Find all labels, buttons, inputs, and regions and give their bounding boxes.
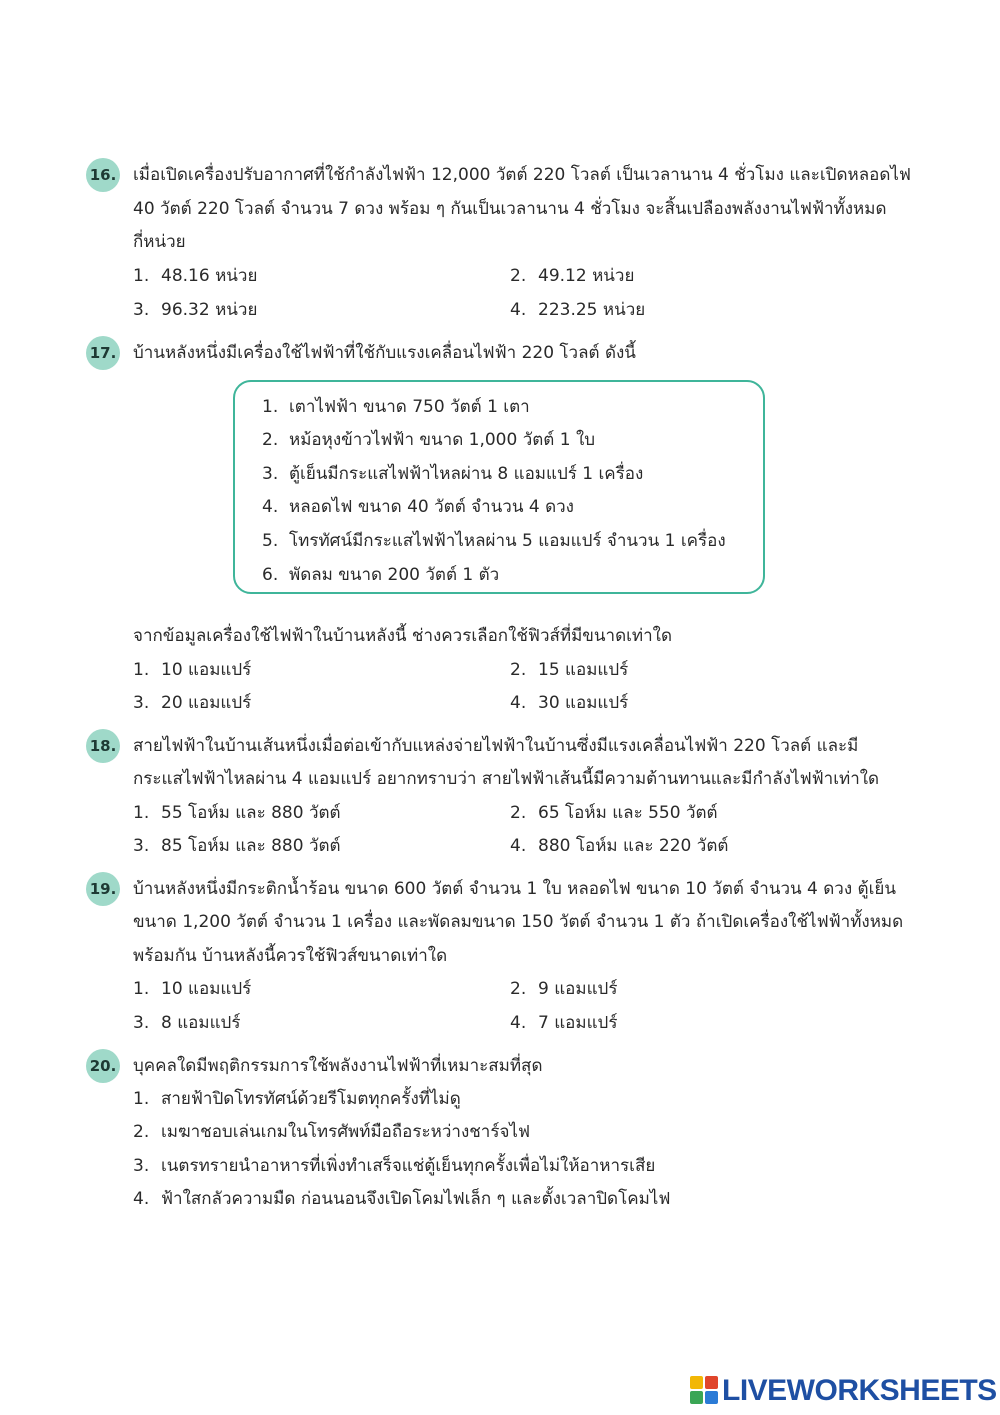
answer-option[interactable]: 1. สายฟ้าปิดโทรทัศน์ด้วยรีโมตทุกครั้งที่ไม่ดู bbox=[133, 1089, 461, 1109]
question-text-line: ขนาด 1,200 วัตต์ จำนวน 1 เครื่อง และพัดลมขนาด 150 วัตต์ จำนวน 1 ตัว ถ้าเปิดเครื่องใช้ไฟฟ้าทั้งหมด bbox=[133, 912, 904, 932]
answer-option[interactable]: 2. 65 โอห์ม และ 550 วัตต์ bbox=[510, 803, 718, 823]
liveworksheets-brand[interactable] bbox=[690, 1376, 997, 1406]
question-number-badge: 16. bbox=[86, 158, 120, 192]
appliance-item: 2. หม้อหุงข้าวไฟฟ้า ขนาด 1,000 วัตต์ 1 ใบ bbox=[262, 430, 596, 450]
question-text-line: บุคคลใดมีพฤติกรรมการใช้พลังงานไฟฟ้าที่เหมาะสมที่สุด bbox=[133, 1056, 543, 1076]
answer-option[interactable]: 4. 880 โอห์ม และ 220 วัตต์ bbox=[510, 836, 729, 856]
answer-option[interactable]: 3. 85 โอห์ม และ 880 วัตต์ bbox=[133, 836, 341, 856]
brand-name: LIVEWORKSHEETS bbox=[722, 1374, 997, 1407]
answer-option[interactable]: 1. 10 แอมแปร์ bbox=[133, 660, 252, 680]
answer-option[interactable]: 2. 15 แอมแปร์ bbox=[510, 660, 629, 680]
question-number-badge: 18. bbox=[86, 729, 120, 763]
appliance-item: 5. โทรทัศน์มีกระแสไฟฟ้าไหลผ่าน 5 แอมแปร์ จำนวน 1 เครื่อง bbox=[262, 531, 726, 551]
answer-option[interactable]: 3. 96.32 หน่วย bbox=[133, 300, 258, 320]
answer-option[interactable]: 1. 55 โอห์ม และ 880 วัตต์ bbox=[133, 803, 341, 823]
answer-option[interactable]: 1. 48.16 หน่วย bbox=[133, 266, 258, 286]
question-text-line: บ้านหลังหนึ่งมีกระติกน้ำร้อน ขนาด 600 วัตต์ จำนวน 1 ใบ หลอดไฟ ขนาด 10 วัตต์ จำนวน 4 ดวง ตู้เย็น bbox=[133, 879, 896, 899]
question-text-line: กี่หน่วย bbox=[133, 232, 186, 252]
liveworksheets-logo-icon bbox=[690, 1376, 720, 1406]
question-text-line: 40 วัตต์ 220 โวลต์ จำนวน 7 ดวง พร้อม ๆ กันเป็นเวลานาน 4 ชั่วโมง จะสิ้นเปลืองพลังงานไฟฟ้าทั้งหมด bbox=[133, 199, 887, 219]
appliance-item: 4. หลอดไฟ ขนาด 40 วัตต์ จำนวน 4 ดวง bbox=[262, 497, 574, 517]
question-text-line: สายไฟฟ้าในบ้านเส้นหนึ่งเมื่อต่อเข้ากับแหล่งจ่ายไฟฟ้าในบ้านซึ่งมีแรงเคลื่อนไฟฟ้า 220 โวลต์ และมี bbox=[133, 736, 859, 756]
question-text-line: กระแสไฟฟ้าไหลผ่าน 4 แอมแปร์ อยากทราบว่า สายไฟฟ้าเส้นนี้มีความต้านทานและมีกำลังไฟฟ้าเท่าใด bbox=[133, 769, 880, 789]
answer-option[interactable]: 4. 7 แอมแปร์ bbox=[510, 1013, 618, 1033]
answer-option[interactable]: 1. 10 แอมแปร์ bbox=[133, 979, 252, 999]
question-text-line: บ้านหลังหนึ่งมีเครื่องใช้ไฟฟ้าที่ใช้กับแรงเคลื่อนไฟฟ้า 220 โวลต์ ดังนี้ bbox=[133, 343, 636, 363]
question-number-badge: 20. bbox=[86, 1049, 120, 1083]
answer-option[interactable]: 4. ฟ้าใสกลัวความมืด ก่อนนอนจึงเปิดโคมไฟเล็ก ๆ และตั้งเวลาปิดโคมไฟ bbox=[133, 1189, 671, 1209]
answer-option[interactable]: 4. 30 แอมแปร์ bbox=[510, 693, 629, 713]
answer-option[interactable]: 3. เนตรทรายนำอาหารที่เพิ่งทำเสร็จแช่ตู้เย็นทุกครั้งเพื่อไม่ให้อาหารเสีย bbox=[133, 1156, 656, 1176]
answer-option[interactable]: 4. 223.25 หน่วย bbox=[510, 300, 646, 320]
answer-option[interactable]: 3. 20 แอมแปร์ bbox=[133, 693, 252, 713]
question-number-badge: 19. bbox=[86, 872, 120, 906]
question-number-badge: 17. bbox=[86, 336, 120, 370]
question-prompt: จากข้อมูลเครื่องใช้ไฟฟ้าในบ้านหลังนี้ ช่างควรเลือกใช้ฟิวส์ที่มีขนาดเท่าใด bbox=[133, 626, 673, 646]
appliance-item: 6. พัดลม ขนาด 200 วัตต์ 1 ตัว bbox=[262, 565, 500, 585]
answer-option[interactable]: 2. เมฆาชอบเล่นเกมในโทรศัพท์มือถือระหว่างชาร์จไฟ bbox=[133, 1122, 531, 1142]
answer-option[interactable]: 2. 9 แอมแปร์ bbox=[510, 979, 618, 999]
appliance-item: 1. เตาไฟฟ้า ขนาด 750 วัตต์ 1 เตา bbox=[262, 397, 530, 417]
question-text-line: พร้อมกัน บ้านหลังนี้ควรใช้ฟิวส์ขนาดเท่าใด bbox=[133, 946, 448, 966]
appliance-item: 3. ตู้เย็นมีกระแสไฟฟ้าไหลผ่าน 8 แอมแปร์ 1 เครื่อง bbox=[262, 464, 644, 484]
question-text-line: เมื่อเปิดเครื่องปรับอากาศที่ใช้กำลังไฟฟ้า 12,000 วัตต์ 220 โวลต์ เป็นเวลานาน 4 ชั่วโมง และเปิดหลอดไฟ bbox=[133, 165, 911, 185]
answer-option[interactable]: 2. 49.12 หน่วย bbox=[510, 266, 635, 286]
answer-option[interactable]: 3. 8 แอมแปร์ bbox=[133, 1013, 241, 1033]
